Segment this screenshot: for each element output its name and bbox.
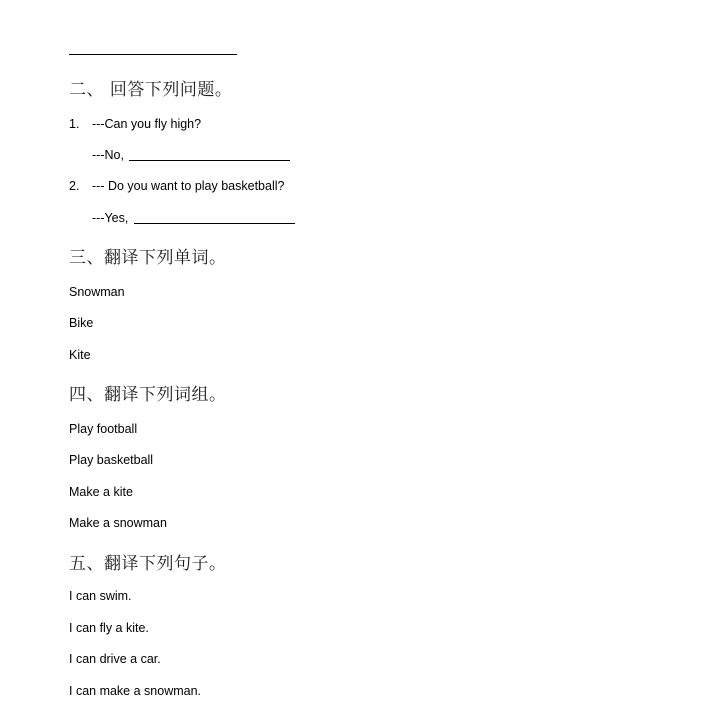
sentence-item: I can swim. — [69, 589, 132, 603]
phrase-item: Play football — [69, 422, 138, 436]
section-5-heading: 五、翻译下列句子。 — [69, 554, 227, 574]
question-2-number: 2. — [69, 179, 80, 193]
answer-1-prefix: ---No, — [92, 148, 124, 162]
answer-2-blank — [134, 223, 295, 224]
phrase-item: Make a kite — [69, 485, 133, 499]
word-item: Snowman — [69, 285, 125, 299]
phrase-item: Make a snowman — [69, 516, 167, 530]
phrase-item: Play basketball — [69, 453, 154, 467]
section-3-heading: 三、翻译下列单词。 — [69, 248, 227, 268]
answer-2-prefix: ---Yes, — [92, 211, 129, 225]
question-1-number: 1. — [69, 117, 80, 131]
word-item: Bike — [69, 316, 94, 330]
word-item: Kite — [69, 348, 91, 362]
answer-blank-top — [69, 54, 237, 55]
section-4-heading: 四、翻译下列词组。 — [69, 385, 227, 405]
section-2-heading: 二、 回答下列问题。 — [69, 80, 233, 100]
answer-1-blank — [129, 160, 290, 161]
sentence-item: I can fly a kite. — [69, 621, 149, 635]
question-2-prompt: --- Do you want to play basketball? — [92, 179, 285, 193]
sentence-item: I can make a snowman. — [69, 684, 202, 698]
question-1-prompt: ---Can you fly high? — [92, 117, 202, 131]
sentence-item: I can drive a car. — [69, 652, 161, 666]
